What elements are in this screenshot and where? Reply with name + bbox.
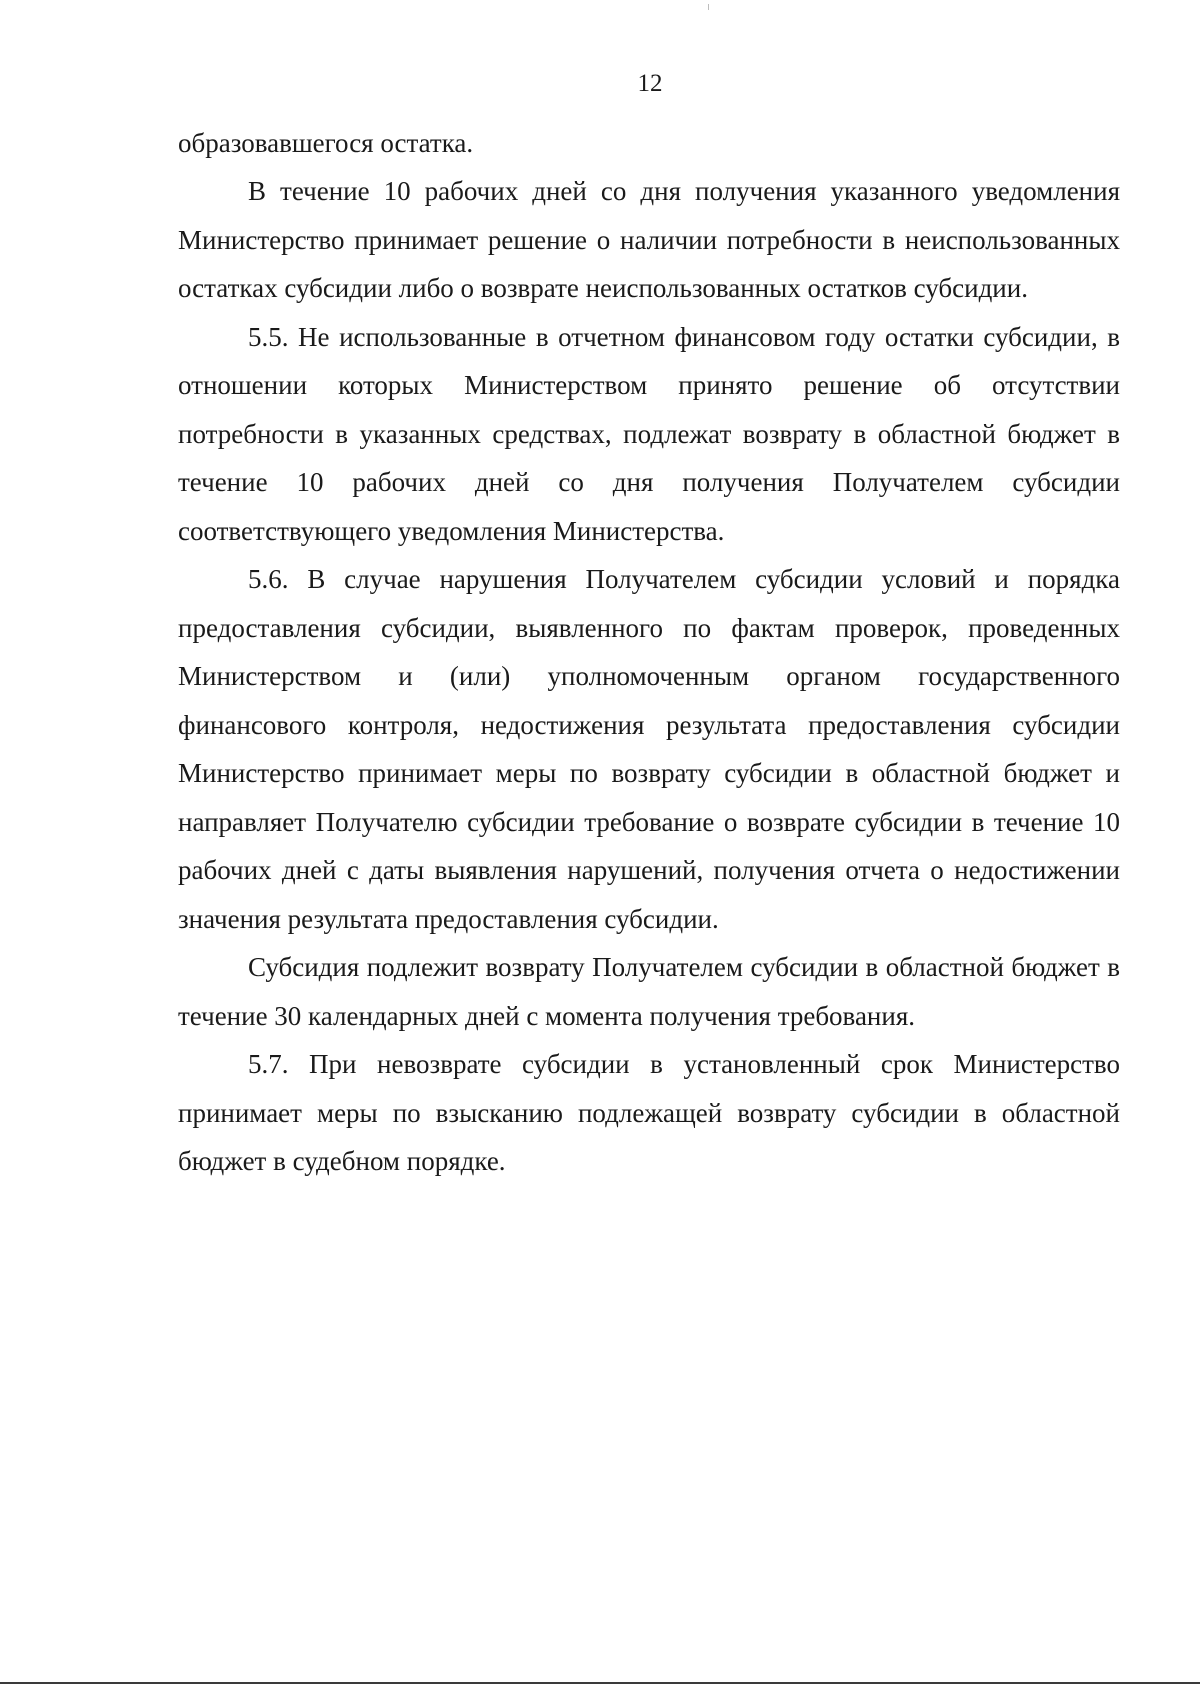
paragraph-notice-decision: В течение 10 рабочих дней со дня получения указанного уведомления Министерство принимает решение о наличии потребности в неиспользованных остатках субсидии либо о возврате неиспользованных остатков субсидии.	[178, 176, 1120, 303]
paragraph-5-6: 5.6. В случае нарушения Получателем субсидии условий и порядка предоставления субсидии, выявленного по фактам проверок, проведенных Министерством и (или) уполномоченным органом государственного финансового контроля, недостижения результата предоставления субсидии Министерство принимает меры по возврату субсидии в областной бюджет и направляет Получателю субсидии требование о возврате субсидии в течение 10 рабочих дней с даты выявления нарушений, получения отчета о недостижении значения результата предоставления субсидии.	[178, 564, 1120, 934]
paragraph-5-5: 5.5. Не использованные в отчетном финансовом году остатки субсидии, в отношении которых Министерством принято решение об отсутствии потребности в указанных средствах, подлежат возврату в областной бюджет в течение 10 рабочих дней со дня получения Получателем субсидии соответствующего уведомления Министерства.	[178, 321, 1120, 546]
scan-mark	[708, 4, 709, 10]
paragraph-subsidy-return: Субсидия подлежит возврату Получателем субсидии в областной бюджет в течение 30 календарных дней с момента получения требования.	[178, 952, 1120, 1031]
paragraph-5-7: 5.7. При невозврате субсидии в установленный срок Министерство принимает меры по взысканию подлежащей возврату субсидии в областной бюджет в судебном порядке.	[178, 1049, 1120, 1176]
paragraph-continuation: образовавшегося остатка.	[178, 127, 474, 158]
page-number: 12	[637, 70, 663, 97]
document-body	[178, 119, 1120, 1186]
scan-bottom-edge	[0, 1682, 1200, 1684]
